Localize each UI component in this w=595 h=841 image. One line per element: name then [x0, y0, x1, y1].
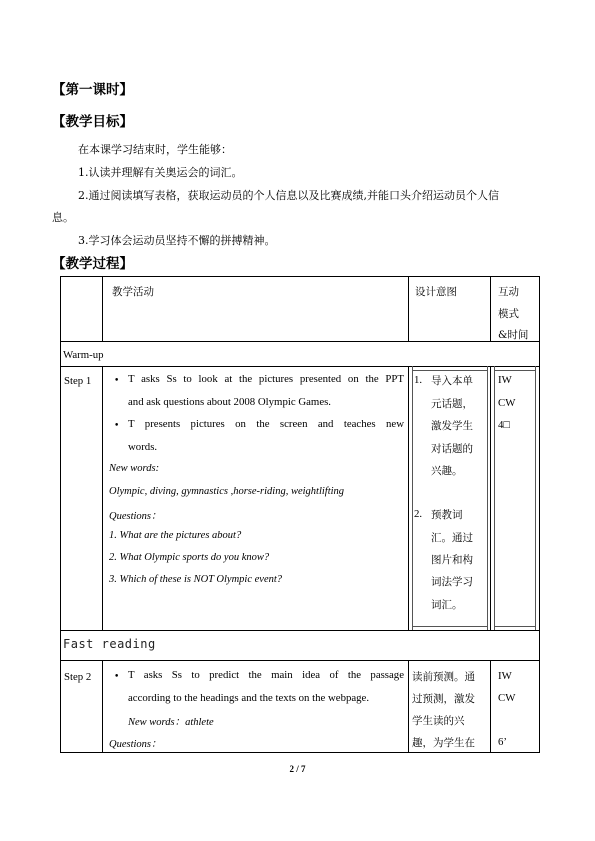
- objective-item-3: 3.学习体会运动员坚持不懈的拼搏精神。: [78, 234, 276, 247]
- objectives-heading: 【教学目标】: [52, 114, 133, 130]
- fast-reading-label: Fast reading: [63, 637, 156, 651]
- design1-line: 激发学生: [431, 420, 473, 432]
- warmup-label: Warm-up: [63, 349, 104, 361]
- objective-item-2: 2.通过阅读填写表格，获取运动员的个人信息以及比赛成绩,并能口头介绍运动员个人信: [78, 189, 499, 202]
- design1-line: 对话题的: [431, 443, 473, 455]
- page-number: 2 / 7: [289, 764, 306, 774]
- step1-bullet2-line2: words.: [128, 441, 158, 453]
- step2-design-line: 趣，为学生在: [412, 737, 475, 749]
- step2-design-line: 过预测，激发: [412, 693, 475, 705]
- step1-question-2: 2. What Olympic sports do you know?: [109, 552, 270, 563]
- step2-bullet1-line1: T asks Ss to predict the main idea of the passage: [128, 669, 404, 681]
- step2-design-line: 读前预测。通: [412, 671, 475, 683]
- objective-item-2-cont: 息。: [52, 211, 74, 224]
- step1-new-words: Olympic, diving, gymnastics ,horse-riding, weightlifting: [109, 486, 345, 497]
- design1-line: 元话题，: [431, 398, 473, 410]
- step2-mode: IW: [498, 670, 512, 682]
- design1-line: 导入本单: [431, 375, 473, 387]
- design2-line: 预教词: [431, 509, 463, 521]
- process-heading: 【教学过程】: [52, 256, 133, 272]
- objectives-intro: 在本课学习结束时，学生能够：: [78, 143, 232, 156]
- design2-line: 词法学习: [431, 576, 473, 588]
- step2-mode: CW: [498, 692, 516, 704]
- header-mode-2: 模式: [498, 308, 519, 320]
- step2-design-line: 学生读的兴: [412, 715, 465, 727]
- bullet-icon: •: [114, 421, 120, 431]
- design2-line: 图片和构: [431, 554, 473, 566]
- step1-question-1: 1. What are the pictures about?: [109, 530, 242, 541]
- step2-questions-label: Questions：: [109, 739, 162, 750]
- header-activity: 教学活动: [112, 286, 154, 298]
- step1-bullet2-line1: T presents pictures on the screen and teaches new: [128, 418, 404, 430]
- step1-questions-label: Questions：: [109, 511, 162, 522]
- design1-line: 兴趣。: [431, 465, 463, 477]
- step1-mode: 4□: [498, 419, 510, 431]
- header-mode-1: 互动: [498, 286, 519, 298]
- design2-num: 2.: [414, 508, 423, 520]
- step1-label: Step 1: [64, 375, 92, 387]
- step2-bullet1-line2: according to the headings and the texts on the webpage.: [128, 692, 370, 704]
- step1-mode: IW: [498, 374, 512, 386]
- step1-bullet1-line1: T asks Ss to look at the pictures presented on the PPT: [128, 373, 404, 385]
- step1-mode: CW: [498, 397, 516, 409]
- step1-new-words-label: New words:: [109, 463, 160, 474]
- step2-new-words: New words：athlete: [128, 717, 214, 728]
- step1-question-3: 3. Which of these is NOT Olympic event?: [109, 574, 283, 585]
- header-design: 设计意图: [415, 286, 457, 298]
- header-mode-3: &时间: [498, 329, 529, 341]
- design2-line: 词汇。: [431, 599, 463, 611]
- design1-num: 1.: [414, 374, 423, 386]
- lesson-heading: 【第一课时】: [52, 82, 133, 98]
- objective-item-1: 1.认读并理解有关奥运会的词汇。: [78, 166, 243, 179]
- bullet-icon: •: [114, 672, 120, 682]
- design2-line: 汇。通过: [431, 532, 473, 544]
- step1-bullet1-line2: and ask questions about 2008 Olympic Games.: [128, 396, 332, 408]
- step2-label: Step 2: [64, 671, 92, 683]
- step2-mode: 6’: [498, 736, 507, 748]
- bullet-icon: •: [114, 376, 120, 386]
